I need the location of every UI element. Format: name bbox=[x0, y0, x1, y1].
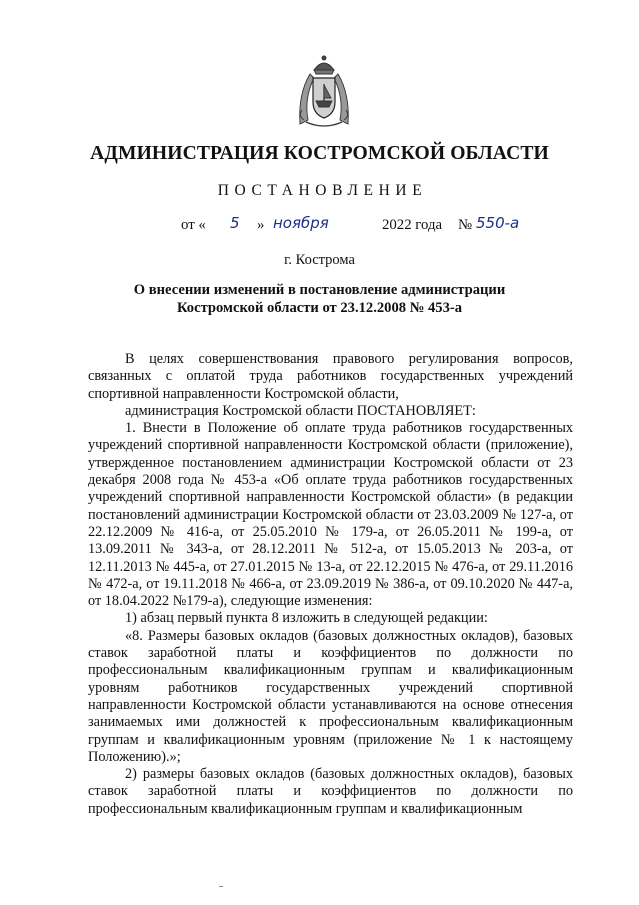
date-month: ноября bbox=[273, 214, 329, 232]
organization-name: АДМИНИСТРАЦИЯ КОСТРОМСКОЙ ОБЛАСТИ bbox=[90, 143, 549, 164]
paragraph: 1) абзац первый пункта 8 изложить в следующей редакции: bbox=[125, 610, 488, 627]
title-line-2: Костромской области от 23.12.2008 № 453-а bbox=[176, 300, 463, 316]
paragraph: 1. Внести в Положение об оплате труда работников государственных учреждений спортивной направленности Костромской области (приложение), утвержденное постановлением администрации Костромской области от 23 декабря 2008 года № 453-а «Об оплате труда работников государственных учреждений спортивной направленности Костромской области» (в редакции постановлений администрации Костромской области от 23.03.2009 № 127-а, от 22.12.2009 № 416-а, от 25.05.2010 № 179-а, от 26.05.2011 № 199-а, от 13.09.2011 № 343-а, от 28.12.2011 № 512-а, от 15.05.2013 № 203-а, от 12.11.2013 № 445-а, от 27.01.2015 № 13-а, от 22.12.2015 № 476-а, от 29.11.2016 № 472-а, от 19.11.2018 № 466-а, от 23.09.2019 № 386-а, от 09.10.2020 № 447-а, от 18.04.2022 №179-а), следующие изменения: bbox=[88, 420, 573, 610]
paragraph: администрация Костромской области ПОСТАНОВЛЯЕТ: bbox=[125, 402, 476, 419]
document-body bbox=[88, 351, 573, 818]
document-number: 550-а bbox=[476, 214, 520, 232]
city: г. Кострома bbox=[284, 252, 355, 268]
paragraph: В целях совершенствования правового регулирования вопросов, связанных с оплатой труда работников государственных учреждений спортивной направленности Костромской области, bbox=[88, 351, 573, 402]
date-line bbox=[0, 214, 639, 240]
date-prefix: от « bbox=[181, 217, 206, 233]
paragraph: 2) размеры базовых окладов (базовых должностных окладов), базовых ставок заработной платы и коэффициентов по должности по профессиональным квалификационным группам и квалификационным bbox=[88, 766, 573, 817]
date-year: 2022 года bbox=[382, 217, 443, 233]
page-mark bbox=[219, 886, 223, 887]
date-close-quote: » bbox=[257, 217, 265, 233]
coat-of-arms-icon bbox=[294, 54, 354, 130]
number-label: № bbox=[458, 217, 473, 233]
date-day: 5 bbox=[230, 214, 240, 232]
document-title bbox=[0, 281, 639, 317]
title-line-1: О внесении изменений в постановление администрации bbox=[133, 282, 506, 298]
document-type: ПОСТАНОВЛЕНИЕ bbox=[217, 182, 428, 199]
paragraph: «8. Размеры базовых окладов (базовых должностных окладов), базовых ставок заработной платы и коэффициентов по должности по профессиональным квалификационным группам и квалификационным уровням работников государственных учреждений спортивной направленности Костромской области устанавливаются на основе отнесения занимаемых ими должностей к профессиональным квалификационным группам и квалификационным уровням (приложение № 1 к настоящему Положению).»; bbox=[88, 627, 573, 765]
